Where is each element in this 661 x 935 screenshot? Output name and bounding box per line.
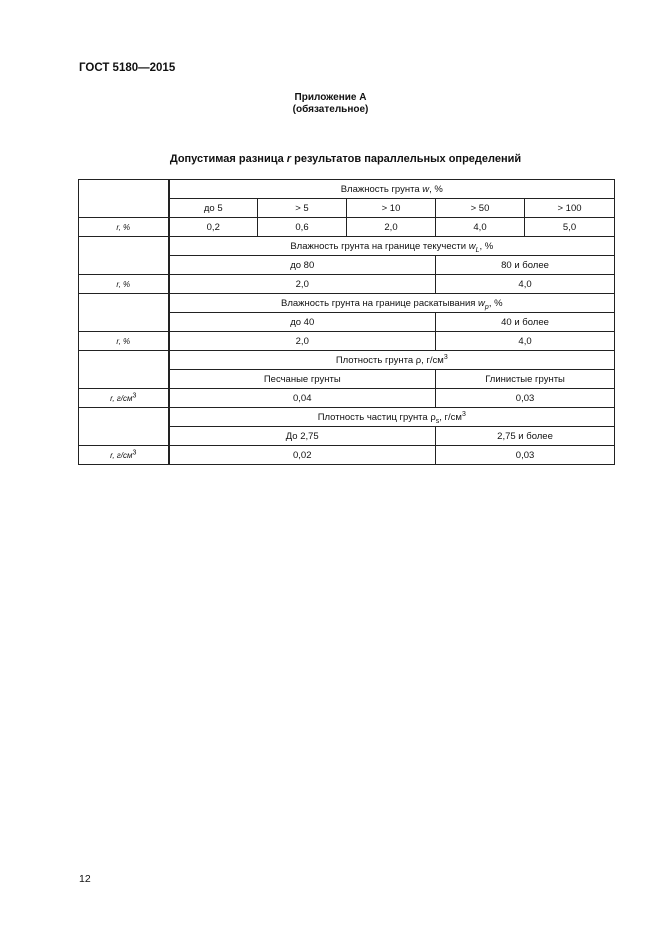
liquid-limit-value-1: 2,0 — [169, 275, 436, 294]
moisture-col-1: до 5 — [169, 199, 258, 218]
moisture-header: Влажность грунта w, % — [169, 180, 615, 199]
plastic-limit-values-row — [79, 332, 615, 351]
page-number: 12 — [79, 873, 91, 885]
appendix-title: Приложение А — [294, 92, 367, 103]
particle-density-value-2: 0,03 — [436, 446, 615, 465]
stub-cell — [79, 237, 169, 275]
plastic-limit-header-row — [79, 294, 615, 313]
particle-density-col-1: До 2,75 — [169, 427, 436, 446]
density-values-row — [79, 389, 615, 408]
moisture-header-row — [79, 180, 615, 199]
moisture-col-3: > 10 — [347, 199, 436, 218]
density-header-row — [79, 351, 615, 370]
density-col-2: Глинистые грунты — [436, 370, 615, 389]
row-label: r, $г/см^3$ — [79, 389, 169, 408]
moisture-col-4: > 50 — [436, 199, 525, 218]
appendix-heading — [0, 92, 661, 116]
liquid-limit-header: Влажность грунта на границе текучести $w_L$, % — [169, 237, 615, 256]
table-title-symbol: r — [286, 153, 292, 165]
plastic-limit-value-1: 2,0 — [169, 332, 436, 351]
row-label: r, % — [79, 332, 169, 351]
density-value-2: 0,03 — [436, 389, 615, 408]
particle-density-header-row — [79, 408, 615, 427]
moisture-values-row — [79, 218, 615, 237]
moisture-col-5: > 100 — [525, 199, 615, 218]
liquid-limit-header-row — [79, 237, 615, 256]
stub-cell — [79, 294, 169, 332]
plastic-limit-header: Влажность грунта на границе раскатывания $w_p$, % — [169, 294, 615, 313]
moisture-value-4: 4,0 — [436, 218, 525, 237]
moisture-value-1: 0,2 — [169, 218, 258, 237]
moisture-value-2: 0,6 — [258, 218, 347, 237]
liquid-limit-col-2: 80 и более — [436, 256, 615, 275]
particle-density-values-row — [79, 446, 615, 465]
moisture-value-3: 2,0 — [347, 218, 436, 237]
density-value-1: 0,04 — [169, 389, 436, 408]
liquid-limit-col-1: до 80 — [169, 256, 436, 275]
tolerance-table — [78, 179, 615, 465]
table-title-before: Допустимая разница — [169, 153, 287, 165]
plastic-limit-col-1: до 40 — [169, 313, 436, 332]
density-col-1: Песчаные грунты — [169, 370, 436, 389]
stub-cell — [79, 351, 169, 389]
moisture-value-5: 5,0 — [525, 218, 615, 237]
liquid-limit-values-row — [79, 275, 615, 294]
table-title-after: результатов параллельных определений — [291, 153, 522, 165]
particle-density-header: Плотность частиц грунта $\rho_s$, $г/см^3$ — [169, 408, 615, 427]
stub-cell — [79, 408, 169, 446]
standard-code: ГОСТ 5180—2015 — [79, 62, 176, 74]
liquid-limit-value-2: 4,0 — [436, 275, 615, 294]
appendix-status: (обязательное) — [292, 104, 369, 115]
plastic-limit-col-2: 40 и более — [436, 313, 615, 332]
row-label: r, % — [79, 275, 169, 294]
density-header: Плотность грунта ρ, $г/см^3$ — [169, 351, 615, 370]
moisture-col-2: > 5 — [258, 199, 347, 218]
table-title — [0, 153, 661, 165]
row-label: r, $г/см^3$ — [79, 446, 169, 465]
particle-density-col-2: 2,75 и более — [436, 427, 615, 446]
stub-cell — [79, 180, 169, 218]
particle-density-value-1: 0,02 — [169, 446, 436, 465]
plastic-limit-value-2: 4,0 — [436, 332, 615, 351]
row-label: r, % — [79, 218, 169, 237]
